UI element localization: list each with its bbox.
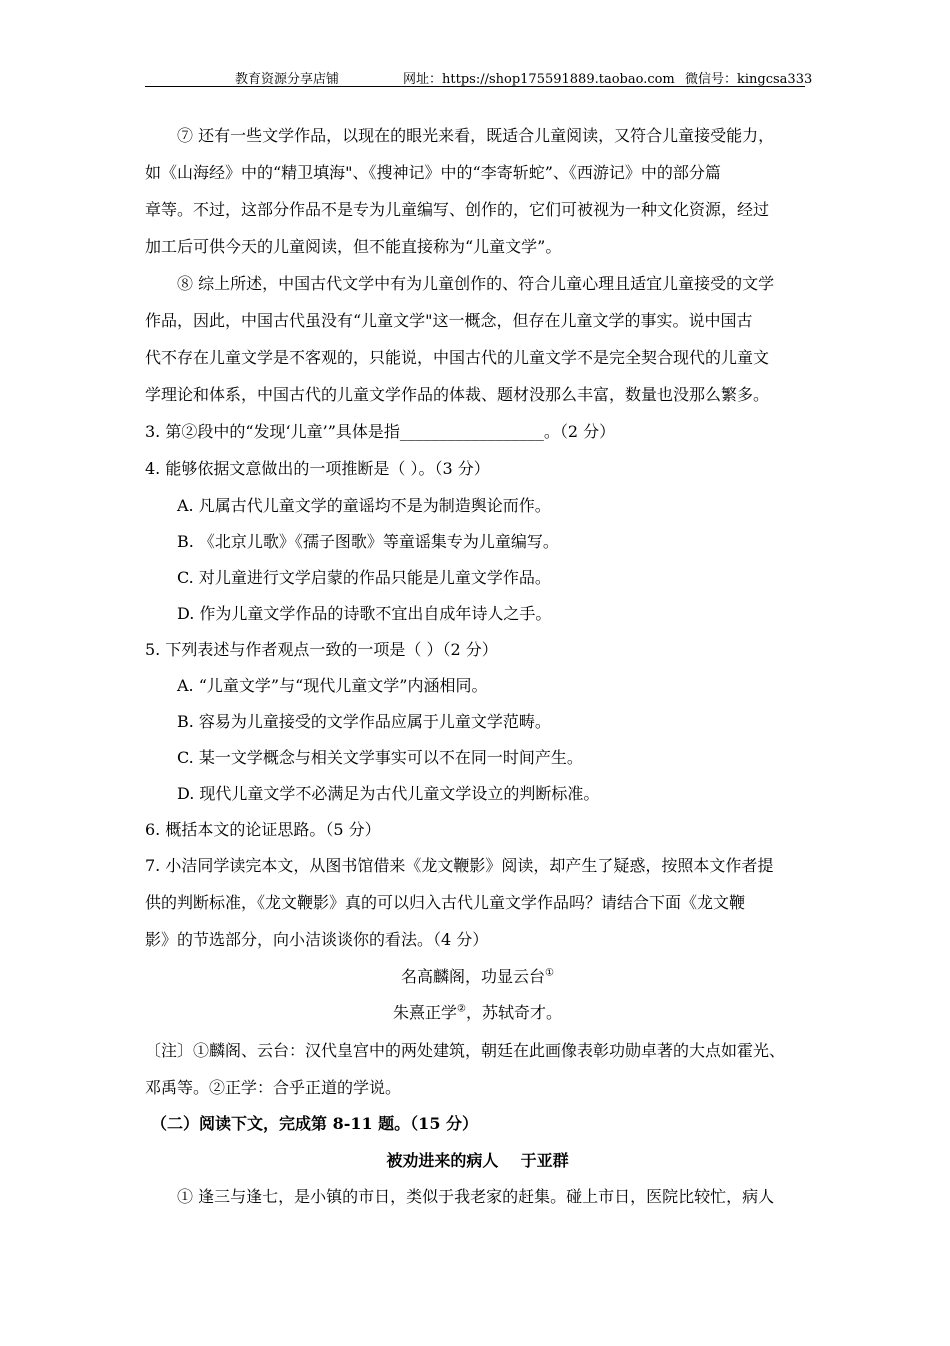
question-4-option-d: D. 作为儿童文学作品的诗歌不宜出自成年诗人之手。: [177, 604, 552, 623]
question-3: 3. 第②段中的“发现‘儿童’”具体是指__________________。（2 分）: [145, 422, 616, 441]
question-4-option-b: B. 《北京儿歌》《孺子图歌》等童谣集专为儿童编写。: [177, 532, 559, 551]
para7-line3: 章等。不过，这部分作品不是专为儿童编写、创作的，它们可被视为一种文化资源，经过: [145, 200, 770, 219]
para7-line1: ⑦ 还有一些文学作品，以现在的眼光来看，既适合儿童阅读，又符合儿童接受能力，: [177, 126, 775, 145]
question-5-option-b: B. 容易为儿童接受的文学作品应属于儿童文学范畴。: [177, 712, 551, 731]
article-author: 于亚群: [520, 1151, 569, 1170]
question-4-option-a: A. 凡属古代儿童文学的童谣均不是为制造舆论而作。: [177, 496, 551, 515]
question-4-stem: 4. 能够依据文意做出的一项推断是（ ）。（3 分）: [145, 459, 490, 478]
header-url: 网址：https://shop175591889.taobao.com: [403, 72, 675, 87]
article-para1-line1: ① 逢三与逢七，是小镇的市日，类似于我老家的赶集。碰上市日，医院比较忙，病人: [177, 1187, 775, 1206]
para7-line2: 如《山海经》中的“精卫填海"、《搜神记》中的“李寄斩蛇”、《西游记》中的部分篇: [145, 163, 721, 182]
header-shop: 教育资源分享店铺: [235, 72, 340, 87]
page-header: [145, 66, 813, 87]
poem-line2: [145, 1002, 810, 1024]
section2-title-line: [145, 1150, 810, 1172]
poem-note-marker-2: ②: [457, 1003, 466, 1015]
poem-line2-text-b: ，苏轼奇才。: [465, 1003, 562, 1022]
para7-line4: 加工后可供今天的儿童阅读，但不能直接称为“儿童文学”。: [145, 237, 562, 256]
para8-line3: 代不存在儿童文学是不客观的，只能说，中国古代的儿童文学不是完全契合现代的儿童文: [145, 348, 770, 367]
note-line2: 邓禹等。②正学：合乎正道的学说。: [145, 1078, 402, 1097]
question-6: 6. 概括本文的论证思路。（5 分）: [145, 820, 381, 839]
poem-line1-text: 名高麟阁，功显云台: [401, 967, 546, 986]
para8-line2: 作品，因此，中国古代虽没有“儿童文学"这一概念，但存在儿童文学的事实。说中国古: [145, 311, 753, 330]
poem-line2-text-a: 朱熹正学: [393, 1003, 458, 1022]
poem-note-marker-1: ①: [545, 967, 554, 979]
header-wechat: 微信号：kingcsa333: [685, 72, 813, 87]
para8-line1: ⑧ 综上所述，中国古代文学中有为儿童创作的、符合儿童心理且适宜儿童接受的文学: [177, 274, 775, 293]
poem-line1: [145, 966, 810, 988]
para8-line4: 学理论和体系，中国古代的儿童文学作品的体裁、题材没那么丰富，数量也没那么繁多。: [145, 385, 770, 404]
question-5-option-c: C. 某一文学概念与相关文学事实可以不在同一时间产生。: [177, 748, 583, 767]
section2-heading: （二）阅读下文，完成第 8-11 题。（15 分）: [151, 1114, 479, 1133]
question-4-option-c: C. 对儿童进行文学启蒙的作品只能是儿童文学作品。: [177, 568, 551, 587]
article-title: 被劝进来的病人: [386, 1151, 499, 1170]
question-5-stem: 5. 下列表述与作者观点一致的一项是（ ）（2 分）: [145, 640, 498, 659]
question-7-line2: 供的判断标准，《龙文鞭影》真的可以归入古代儿童文学作品吗？请结合下面《龙文鞭: [145, 893, 746, 912]
question-7-line1: 7. 小洁同学读完本文，从图书馆借来《龙文鞭影》阅读，却产生了疑惑，按照本文作者提: [145, 856, 774, 875]
question-7-line3: 影》的节选部分，向小洁谈谈你的看法。（4 分）: [145, 930, 489, 949]
note-line1: 〔注〕①麟阁、云台：汉代皇宫中的两处建筑，朝廷在此画像表彰功勋卓著的大点如霍光、: [145, 1041, 786, 1060]
question-5-option-d: D. 现代儿童文学不必满足为古代儿童文学设立的判断标准。: [177, 784, 600, 803]
question-5-option-a: A. “儿童文学”与“现代儿童文学”内涵相同。: [177, 676, 488, 695]
